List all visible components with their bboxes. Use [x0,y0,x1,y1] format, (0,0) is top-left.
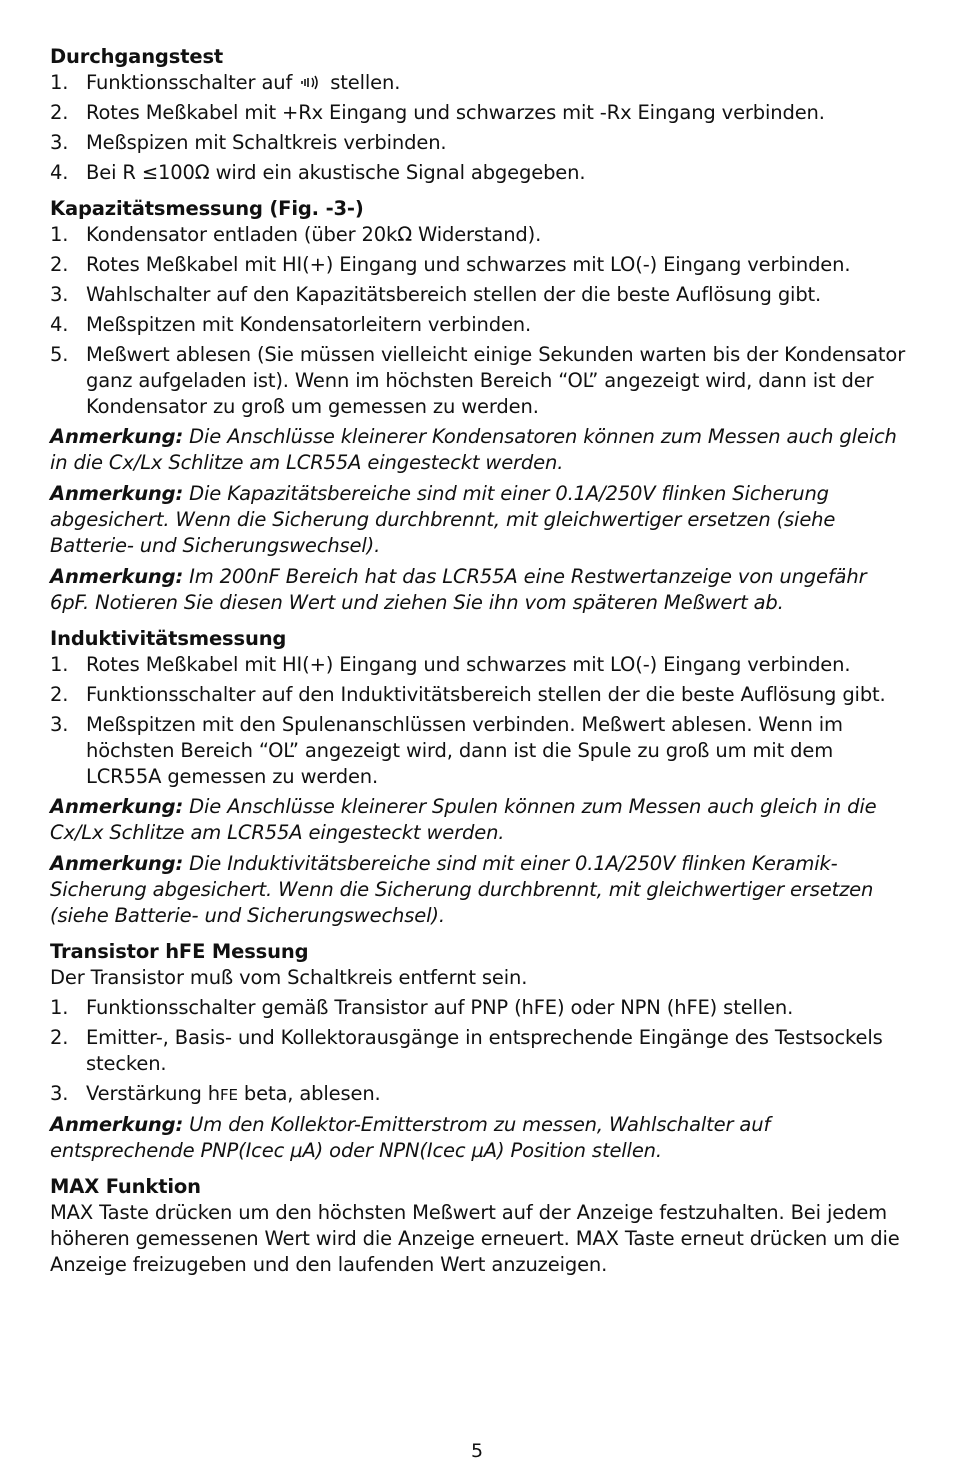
step-text: Rotes Meßkabel mit HI(+) Eingang und schwarzes mit LO(-) Eingang verbinden. [86,253,851,276]
section-capacitance-measurement [50,196,908,616]
section-heading: Kapazitätsmessung (Fig. -3-) [50,197,364,220]
section-transistor-hfe [50,939,908,1164]
note-text: Die Anschlüsse kleinerer Spulen können zum Messen auch gleich in die Cx/Lx Schlitze am LCR55A eingesteckt werden. [50,795,877,844]
note-label: Anmerkung: [50,1113,184,1136]
step-text: Meßspitzen mit den Spulenanschlüssen verbinden. Meßwert ablesen. Wenn im höchsten Bereich “OL” angezeigt wird, dann ist die Spule zu groß um mit dem LCR55A gemessen zu werden. [86,713,843,788]
list-item [50,130,908,156]
step-number: 2. [50,683,69,706]
step-text: Funktionsschalter gemäß Transistor auf PNP (hFE) oder NPN (hFE) stellen. [86,996,794,1019]
note-label: Anmerkung: [50,425,184,448]
note [50,481,908,559]
page-number: 5 [470,1440,484,1462]
step-number: 3. [50,131,69,154]
list-item [50,1025,908,1077]
list-item [50,70,908,96]
note-text: Die Kapazitätsbereiche sind mit einer 0.1A/250V flinken Sicherung abgesichert. Wenn die Sicherung durchbrennt, mit gleichwertiger ersetzen (siehe Batterie- und Sicherungswechsel). [50,482,836,557]
section-heading: Induktivitätsmessung [50,627,287,650]
note [50,424,908,476]
step-number: 1. [50,71,69,94]
list-item [50,312,908,338]
step-number: 2. [50,1026,69,1049]
list-item [50,160,908,186]
step-number: 1. [50,223,69,246]
step-text: Bei R ≤100Ω wird ein akustische Signal abgegeben. [86,161,586,184]
section-intro: Der Transistor muß vom Schaltkreis entfernt sein. [50,966,528,989]
section-heading: Durchgangstest [50,45,224,68]
section-heading: Transistor hFE Messung [50,940,309,963]
manual-page [50,44,908,1288]
step-number: 2. [50,101,69,124]
step-number: 2. [50,253,69,276]
step-number: 3. [50,1082,69,1105]
step-number: 1. [50,653,69,676]
section-continuity-test [50,44,908,186]
section-heading: MAX Funktion [50,1175,201,1198]
list-item [50,282,908,308]
step-text-after-icon: stellen. [330,71,401,94]
step-number: 3. [50,283,69,306]
step-list [50,652,908,790]
step-text: Meßwert ablesen (Sie müssen vielleicht einige Sekunden warten bis der Kondensator ganz aufgeladen ist). Wenn im höchsten Bereich “OL” angezeigt wird, dann ist der Kondensator zu groß um gemessen zu werden. [86,343,906,418]
step-text: Funktionsschalter auf den Induktivitätsbereich stellen der die beste Auflösung gibt. [86,683,886,706]
note [50,851,908,929]
list-item [50,712,908,790]
step-text-before-icon: Funktionsschalter auf [86,71,293,94]
step-number: 4. [50,161,69,184]
step-text: Meßspitzen mit Kondensatorleitern verbinden. [86,313,532,336]
continuity-beep-icon [300,74,322,90]
list-item [50,100,908,126]
step-text: beta, ablesen. [237,1082,381,1105]
list-item [50,682,908,708]
note-label: Anmerkung: [50,852,184,875]
step-number: 1. [50,996,69,1019]
note-label: Anmerkung: [50,565,184,588]
note-text: Die Induktivitätsbereiche sind mit einer 0.1A/250V flinken Keramik-Sicherung abgesichert. Wenn die Sicherung durchbrennt, mit gleichwertiger ersetzen (siehe Batterie- und Sicherungswechsel). [50,852,874,927]
hfe-subscript: FE [220,1086,238,1104]
note-text: Um den Kollektor-Emitterstrom zu messen, Wahlschalter auf entsprechende PNP(Icec µA) oder NPN(Icec µA) Position stellen. [50,1113,771,1162]
note [50,794,908,846]
step-list [50,222,908,420]
step-text: Kondensator entladen (über 20kΩ Widerstand). [86,223,542,246]
step-text: Rotes Meßkabel mit HI(+) Eingang und schwarzes mit LO(-) Eingang verbinden. [86,653,851,676]
note-label: Anmerkung: [50,482,184,505]
list-item [50,652,908,678]
note [50,564,908,616]
note [50,1112,908,1164]
section-max-function [50,1174,908,1278]
step-list [50,70,908,186]
list-item [50,342,908,420]
list-item [50,1081,908,1108]
list-item [50,252,908,278]
list-item [50,995,908,1021]
section-paragraph: MAX Taste drücken um den höchsten Meßwert auf der Anzeige festzuhalten. Bei jedem höheren gemessenen Wert wird die Anzeige erneuert. MAX Taste erneut drücken um die Anzeige freizugeben und den laufenden Wert anzuzeigen. [50,1201,900,1276]
step-text: Meßspizen mit Schaltkreis verbinden. [86,131,447,154]
step-text: Verstärkung h [86,1082,221,1105]
step-text: Emitter-, Basis- und Kollektorausgänge in entsprechende Eingänge des Testsockels stecken. [86,1026,883,1075]
note-label: Anmerkung: [50,795,184,818]
list-item [50,222,908,248]
step-text: Wahlschalter auf den Kapazitätsbereich stellen der die beste Auflösung gibt. [86,283,822,306]
step-text: Rotes Meßkabel mit +Rx Eingang und schwarzes mit -Rx Eingang verbinden. [86,101,825,124]
note-text: Im 200nF Bereich hat das LCR55A eine Restwertanzeige von ungefähr 6pF. Notieren Sie diesen Wert und ziehen Sie ihn vom späteren Meßwert ab. [50,565,867,614]
note-text: Die Anschlüsse kleinerer Kondensatoren können zum Messen auch gleich in die Cx/Lx Schlitze am LCR55A eingesteckt werden. [50,425,897,474]
step-number: 3. [50,713,69,736]
step-list [50,995,908,1108]
section-inductance-measurement [50,626,908,929]
step-number: 4. [50,313,69,336]
step-number: 5. [50,343,69,366]
